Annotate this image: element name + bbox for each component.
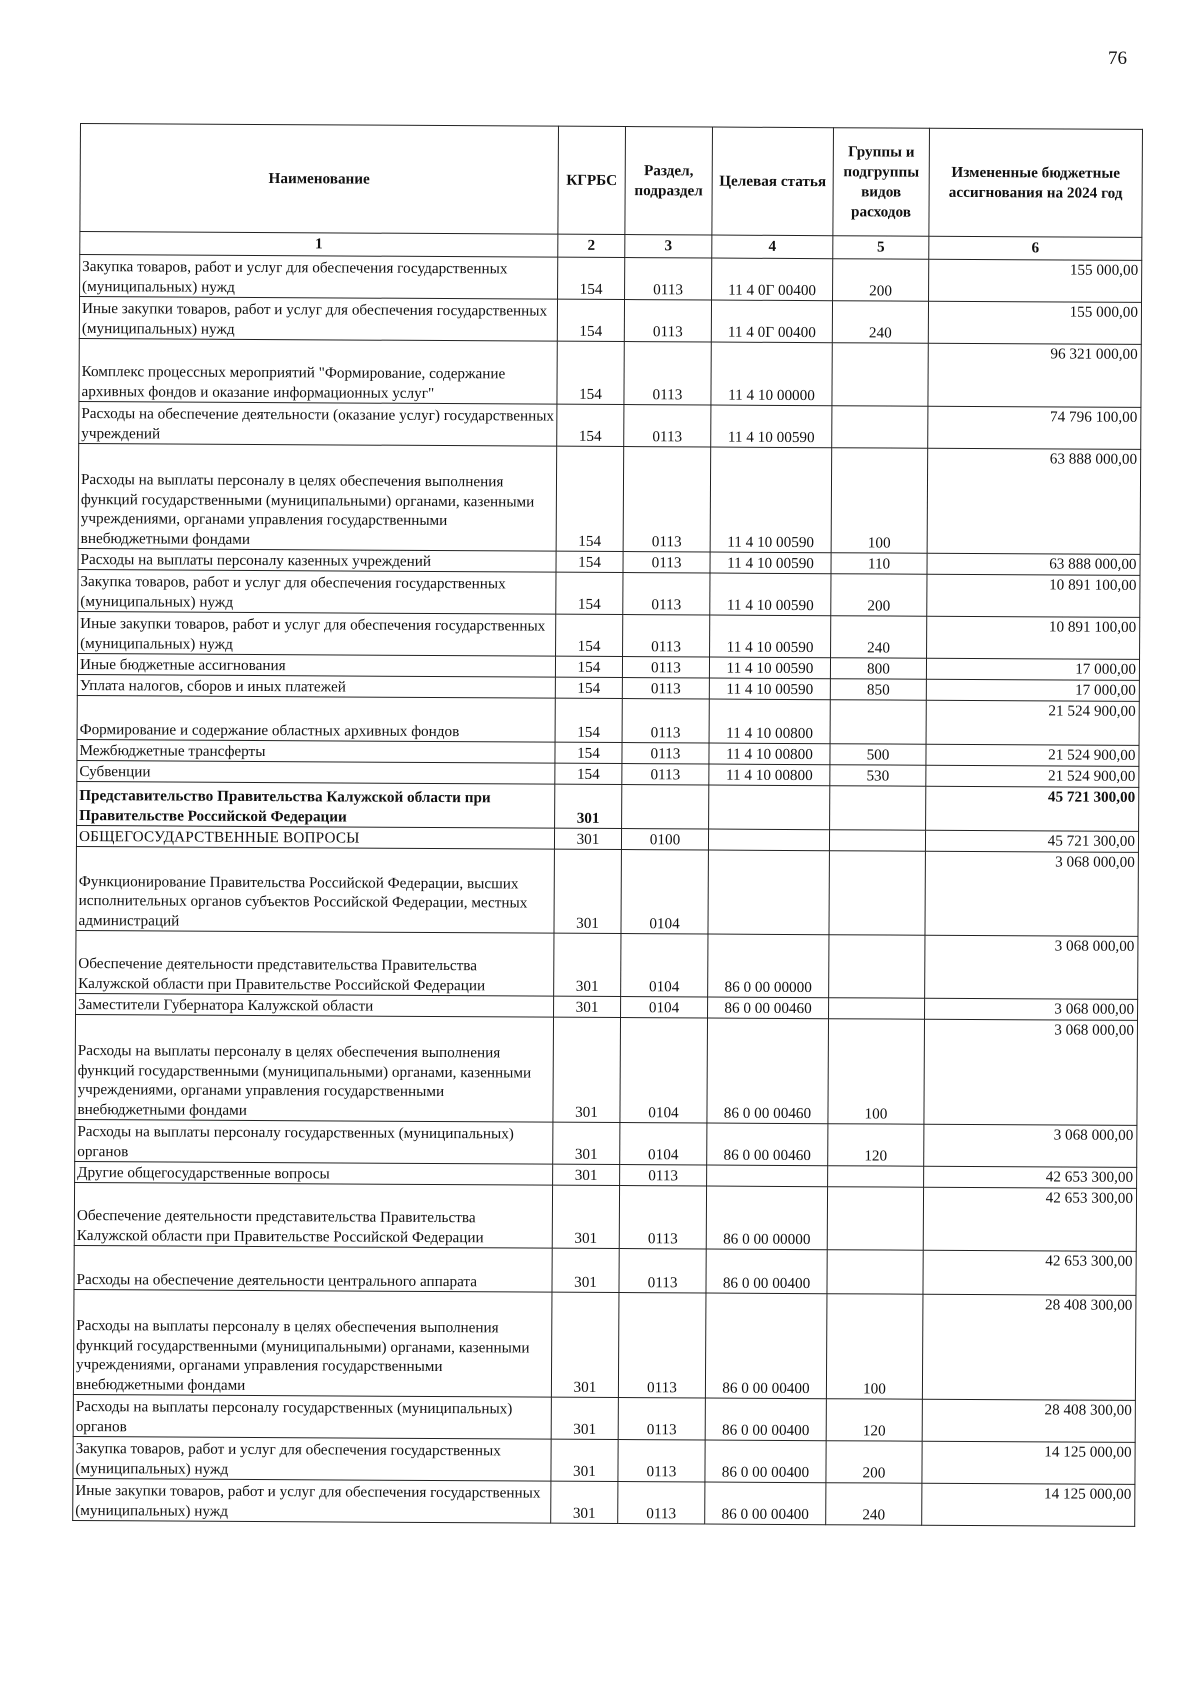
cell-kgrbs: 154 bbox=[555, 677, 622, 698]
cell-kgrbs: 154 bbox=[557, 404, 624, 446]
header-kgrbs: КГРБС bbox=[558, 126, 626, 234]
cell-group: 120 bbox=[828, 1124, 924, 1167]
cell-section bbox=[622, 785, 709, 829]
cell-target: 11 4 10 00590 bbox=[711, 405, 832, 448]
cell-kgrbs: 301 bbox=[553, 1164, 620, 1185]
cell-amount: 74 796 100,00 bbox=[928, 406, 1141, 449]
cell-name: Межбюджетные трансферты bbox=[77, 739, 555, 763]
cell-name: Комплекс процессных мероприятий "Формирование, содержание архивных фондов и оказание информационных услуг" bbox=[79, 338, 557, 404]
cell-kgrbs: 154 bbox=[555, 656, 622, 677]
cell-target: 11 4 10 00590 bbox=[709, 657, 830, 679]
table-row bbox=[75, 1119, 1137, 1167]
cell-name: Расходы на выплаты персоналу в целях обеспечения выполнения функций государственными (муниципальными) органами, казенными учреждениями, органами управления государственными внебюджетными фондами bbox=[75, 1014, 554, 1122]
table-header bbox=[80, 124, 1143, 261]
cell-kgrbs: 154 bbox=[555, 698, 622, 742]
cell-kgrbs: 301 bbox=[551, 1292, 619, 1397]
cell-section: 0113 bbox=[619, 1186, 706, 1249]
cell-target bbox=[708, 829, 829, 851]
cell-name: Расходы на выплаты персоналу государственных (муниципальных) органов bbox=[75, 1119, 553, 1164]
cell-target bbox=[709, 785, 830, 830]
cell-target: 11 4 10 00800 bbox=[709, 743, 830, 765]
cell-target: 86 0 00 00000 bbox=[708, 934, 829, 998]
cell-group bbox=[829, 851, 925, 936]
cell-kgrbs: 154 bbox=[556, 614, 623, 656]
cell-group bbox=[830, 786, 926, 831]
cell-section: 0113 bbox=[623, 615, 710, 657]
cell-name: Расходы на выплаты персоналу государственных (муниципальных) органов bbox=[73, 1394, 551, 1439]
table-row bbox=[77, 695, 1139, 745]
header-name: Наименование bbox=[80, 124, 559, 235]
cell-target bbox=[708, 850, 829, 935]
column-number: 1 bbox=[80, 232, 558, 258]
cell-name: Заместители Губернатора Калужской области bbox=[76, 993, 554, 1017]
cell-amount: 3 068 000,00 bbox=[924, 1019, 1138, 1125]
table-row bbox=[79, 338, 1141, 407]
cell-name: Обеспечение деятельности представительства Правительства Калужской области при Правительстве Российской Федерации bbox=[74, 1182, 552, 1248]
header-row bbox=[80, 124, 1143, 238]
cell-target: 11 4 10 00590 bbox=[710, 573, 831, 616]
cell-target: 86 0 00 00000 bbox=[706, 1186, 827, 1250]
cell-target bbox=[707, 1165, 828, 1187]
table-row bbox=[78, 611, 1140, 659]
cell-group: 530 bbox=[830, 765, 926, 787]
cell-group: 240 bbox=[831, 616, 927, 659]
cell-amount: 42 653 300,00 bbox=[923, 1187, 1136, 1251]
cell-section: 0113 bbox=[624, 300, 711, 342]
table-row bbox=[76, 846, 1138, 936]
cell-target: 86 0 00 00460 bbox=[707, 1123, 828, 1166]
cell-kgrbs: 301 bbox=[554, 849, 621, 933]
cell-group bbox=[827, 1250, 923, 1295]
column-number: 4 bbox=[712, 235, 833, 259]
cell-group: 240 bbox=[832, 301, 928, 344]
cell-kgrbs: 301 bbox=[553, 1122, 620, 1164]
cell-section: 0113 bbox=[619, 1249, 706, 1293]
cell-target: 11 4 10 00590 bbox=[710, 447, 832, 553]
table-row bbox=[78, 443, 1141, 554]
cell-amount: 21 524 900,00 bbox=[926, 700, 1139, 745]
cell-amount: 17 000,00 bbox=[926, 658, 1139, 680]
cell-kgrbs: 301 bbox=[554, 996, 621, 1017]
cell-kgrbs: 301 bbox=[554, 933, 621, 996]
cell-amount: 45 721 300,00 bbox=[926, 786, 1139, 831]
cell-name: Закупка товаров, работ и услуг для обеспечения государственных (муниципальных) нужд bbox=[73, 1436, 551, 1481]
cell-kgrbs: 301 bbox=[551, 1439, 618, 1481]
cell-group: 200 bbox=[833, 259, 929, 302]
table-row bbox=[80, 255, 1142, 303]
cell-target: 86 0 00 00460 bbox=[708, 997, 829, 1019]
cell-amount: 28 408 300,00 bbox=[922, 1399, 1135, 1442]
cell-section: 0113 bbox=[622, 764, 709, 785]
cell-name: Закупка товаров, работ и услуг для обеспечения государственных (муниципальных) нужд bbox=[80, 255, 558, 300]
cell-name: Расходы на выплаты персоналу в целях обеспечения выполнения функций государственными (муниципальными) органами, казенными учреждениями, органами управления государственными внебюджетными фондами bbox=[78, 443, 557, 551]
cell-amount: 42 653 300,00 bbox=[924, 1166, 1137, 1188]
cell-group bbox=[828, 1166, 924, 1188]
cell-amount: 63 888 000,00 bbox=[927, 448, 1141, 554]
cell-target: 11 4 10 00590 bbox=[710, 615, 831, 658]
cell-section: 0104 bbox=[620, 1123, 707, 1165]
cell-name: Другие общегосударственные вопросы bbox=[75, 1161, 553, 1185]
cell-target: 86 0 00 00400 bbox=[705, 1482, 826, 1525]
cell-group: 110 bbox=[831, 553, 927, 575]
cell-amount: 63 888 000,00 bbox=[927, 553, 1140, 575]
cell-kgrbs: 301 bbox=[551, 1481, 618, 1523]
cell-name: ОБЩЕГОСУДАРСТВЕННЫЕ ВОПРОСЫ bbox=[76, 825, 554, 849]
cell-amount: 45 721 300,00 bbox=[925, 830, 1138, 852]
cell-amount: 3 068 000,00 bbox=[924, 1124, 1137, 1167]
cell-amount: 10 891 100,00 bbox=[927, 616, 1140, 659]
cell-target: 11 4 0Г 00400 bbox=[712, 258, 833, 301]
cell-section: 0113 bbox=[618, 1482, 705, 1524]
cell-name: Расходы на выплаты персоналу казенных учреждений bbox=[78, 548, 556, 572]
cell-amount: 155 000,00 bbox=[928, 301, 1141, 344]
cell-section: 0113 bbox=[623, 552, 710, 573]
cell-kgrbs: 301 bbox=[552, 1248, 619, 1292]
cell-section: 0113 bbox=[618, 1293, 706, 1398]
cell-target: 11 4 10 00000 bbox=[711, 342, 832, 406]
cell-group bbox=[829, 935, 925, 999]
cell-amount: 17 000,00 bbox=[926, 679, 1139, 701]
cell-name: Иные бюджетные ассигнования bbox=[77, 653, 555, 677]
header-groups: Группы и подгруппы видов расходов bbox=[833, 128, 930, 237]
cell-section: 0104 bbox=[621, 997, 708, 1018]
cell-amount: 21 524 900,00 bbox=[926, 765, 1139, 787]
table-row bbox=[75, 1014, 1138, 1125]
table-row bbox=[78, 569, 1140, 617]
cell-group: 200 bbox=[826, 1441, 922, 1484]
cell-section: 0113 bbox=[625, 258, 712, 300]
cell-target: 86 0 00 00400 bbox=[706, 1249, 827, 1294]
table-row bbox=[79, 297, 1141, 345]
cell-section: 0104 bbox=[621, 850, 708, 934]
cell-target: 11 4 10 00590 bbox=[710, 552, 831, 574]
cell-amount: 42 653 300,00 bbox=[923, 1250, 1136, 1295]
cell-amount: 155 000,00 bbox=[929, 259, 1142, 302]
cell-target: 86 0 00 00460 bbox=[707, 1018, 829, 1124]
cell-amount: 14 125 000,00 bbox=[922, 1441, 1135, 1484]
table-row bbox=[76, 930, 1138, 999]
cell-kgrbs: 154 bbox=[558, 257, 625, 299]
cell-amount: 28 408 300,00 bbox=[922, 1294, 1136, 1400]
table-row bbox=[74, 1245, 1136, 1295]
cell-group bbox=[827, 1187, 923, 1251]
cell-amount: 14 125 000,00 bbox=[922, 1483, 1135, 1526]
cell-kgrbs: 301 bbox=[551, 1397, 618, 1439]
cell-group: 100 bbox=[826, 1294, 923, 1400]
cell-target: 86 0 00 00400 bbox=[705, 1440, 826, 1483]
cell-name: Формирование и содержание областных архивных фондов bbox=[77, 695, 555, 742]
cell-target: 86 0 00 00400 bbox=[705, 1398, 826, 1441]
cell-section: 0104 bbox=[621, 934, 708, 997]
table-row bbox=[73, 1289, 1136, 1400]
cell-group: 850 bbox=[830, 679, 926, 701]
column-number: 3 bbox=[625, 235, 712, 258]
cell-section: 0100 bbox=[621, 829, 708, 850]
budget-table bbox=[72, 123, 1143, 1527]
cell-amount: 21 524 900,00 bbox=[926, 744, 1139, 766]
cell-group: 200 bbox=[831, 574, 927, 617]
cell-name: Расходы на выплаты персоналу в целях обеспечения выполнения функций государственными (муниципальными) органами, казенными учреждениями, органами управления государственными внебюджетными фондами bbox=[73, 1289, 552, 1397]
cell-name: Иные закупки товаров, работ и услуг для обеспечения государственных (муниципальных) нужд bbox=[73, 1478, 551, 1523]
cell-name: Субвенции bbox=[77, 760, 555, 784]
cell-target: 11 4 0Г 00400 bbox=[711, 300, 832, 343]
cell-target: 86 0 00 00400 bbox=[705, 1293, 827, 1399]
cell-group bbox=[830, 700, 926, 745]
cell-kgrbs: 154 bbox=[556, 446, 624, 551]
cell-group: 100 bbox=[831, 448, 928, 554]
cell-kgrbs: 154 bbox=[556, 572, 623, 614]
cell-amount: 96 321 000,00 bbox=[928, 343, 1141, 407]
table-row bbox=[79, 401, 1141, 449]
cell-kgrbs: 154 bbox=[555, 742, 622, 763]
cell-name: Расходы на обеспечение деятельности центрального аппарата bbox=[74, 1245, 552, 1292]
cell-kgrbs: 301 bbox=[555, 784, 622, 828]
cell-section: 0113 bbox=[623, 573, 710, 615]
cell-kgrbs: 154 bbox=[556, 551, 623, 572]
page-number: 76 bbox=[1108, 48, 1127, 69]
cell-name: Иные закупки товаров, работ и услуг для обеспечения государственных (муниципальных) нужд bbox=[79, 297, 557, 342]
cell-section: 0113 bbox=[622, 743, 709, 764]
cell-group: 240 bbox=[826, 1483, 922, 1526]
table-row bbox=[73, 1478, 1135, 1526]
cell-amount: 3 068 000,00 bbox=[925, 851, 1138, 936]
cell-group: 500 bbox=[830, 744, 926, 766]
table-row bbox=[77, 781, 1139, 831]
column-number: 2 bbox=[558, 234, 625, 257]
cell-section: 0113 bbox=[622, 699, 709, 743]
cell-group bbox=[832, 406, 928, 449]
cell-section: 0113 bbox=[618, 1398, 705, 1440]
cell-target: 11 4 10 00800 bbox=[709, 764, 830, 786]
cell-target: 11 4 10 00800 bbox=[709, 699, 830, 744]
table-row bbox=[74, 1182, 1136, 1251]
cell-group bbox=[829, 998, 925, 1020]
cell-name: Уплата налогов, сборов и иных платежей bbox=[77, 674, 555, 698]
cell-amount: 10 891 100,00 bbox=[927, 574, 1140, 617]
cell-kgrbs: 301 bbox=[552, 1185, 619, 1248]
cell-section: 0113 bbox=[623, 447, 711, 552]
cell-kgrbs: 154 bbox=[555, 763, 622, 784]
cell-group: 120 bbox=[826, 1399, 922, 1442]
cell-name: Обеспечение деятельности представительства Правительства Калужской области при Правительстве Российской Федерации bbox=[76, 930, 554, 996]
cell-group bbox=[829, 830, 925, 852]
cell-section: 0113 bbox=[620, 1165, 707, 1186]
cell-name: Расходы на обеспечение деятельности (оказание услуг) государственных учреждений bbox=[79, 401, 557, 446]
cell-section: 0113 bbox=[622, 657, 709, 678]
cell-kgrbs: 154 bbox=[557, 299, 624, 341]
cell-name: Закупка товаров, работ и услуг для обеспечения государственных (муниципальных) нужд bbox=[78, 569, 556, 614]
cell-section: 0113 bbox=[624, 342, 711, 405]
cell-amount: 3 068 000,00 bbox=[925, 935, 1138, 999]
cell-group: 800 bbox=[830, 658, 926, 680]
table-row bbox=[73, 1436, 1135, 1484]
header-section: Раздел, подраздел bbox=[625, 127, 713, 235]
cell-name: Представительство Правительства Калужской области при Правительстве Российской Федерации bbox=[77, 781, 555, 828]
cell-kgrbs: 154 bbox=[557, 341, 624, 404]
cell-amount: 3 068 000,00 bbox=[925, 998, 1138, 1020]
column-number: 5 bbox=[833, 236, 929, 260]
cell-group: 100 bbox=[828, 1019, 925, 1125]
cell-section: 0113 bbox=[622, 678, 709, 699]
header-amount: Измененные бюджетные ассигнования на 2024 год bbox=[929, 128, 1143, 237]
table-body bbox=[73, 255, 1142, 1527]
cell-name: Функционирование Правительства Российской Федерации, высших исполнительных органов субъектов Российской Федерации, местных администраций bbox=[76, 846, 554, 933]
cell-section: 0104 bbox=[620, 1018, 708, 1123]
cell-group bbox=[832, 343, 928, 407]
column-number: 6 bbox=[929, 236, 1142, 260]
cell-kgrbs: 301 bbox=[554, 828, 621, 849]
cell-name: Иные закупки товаров, работ и услуг для обеспечения государственных (муниципальных) нужд bbox=[78, 611, 556, 656]
table-row bbox=[73, 1394, 1135, 1442]
header-target: Целевая статья bbox=[712, 127, 834, 236]
cell-section: 0113 bbox=[624, 405, 711, 447]
cell-section: 0113 bbox=[618, 1440, 705, 1482]
cell-target: 11 4 10 00590 bbox=[709, 678, 830, 700]
cell-kgrbs: 301 bbox=[553, 1017, 621, 1122]
